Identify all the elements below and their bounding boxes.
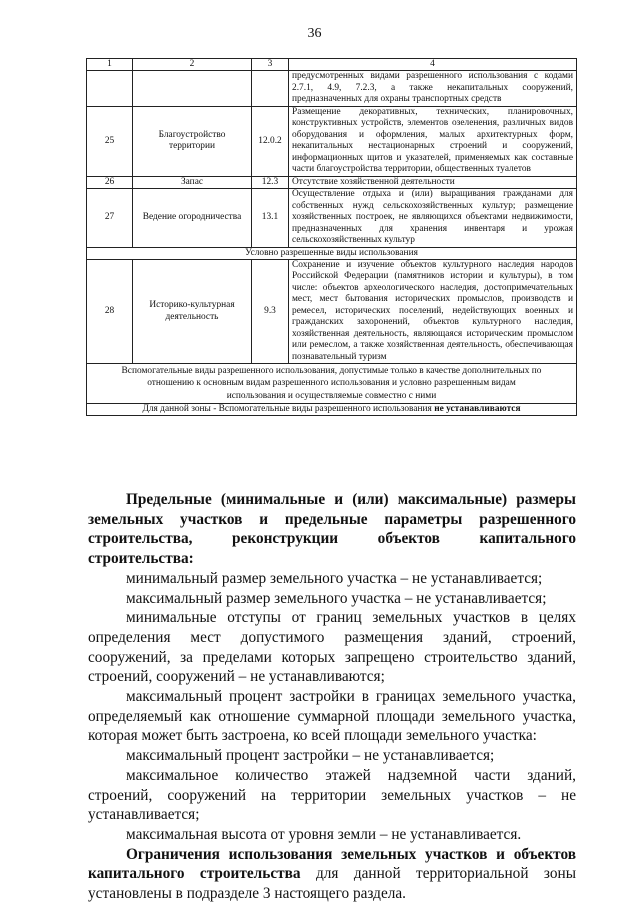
use-description: Осуществление отдыха и (или) выращивания гражданами для собственных нужд сельскохозяйственных культур; размещение хозяйственных построек, не являющихся объектами недвижимости, предназначенных для хранения инвентаря и урожая сельскохозяйственных культур <box>289 189 577 247</box>
auxiliary-section-row <box>87 364 577 404</box>
auxiliary-note-emphasis: не устанавливаются <box>434 403 521 414</box>
use-name: Историко-культурная деятельность <box>133 259 252 363</box>
column-number-1: 1 <box>87 59 133 71</box>
table-row <box>87 189 577 247</box>
auxiliary-note-text: Для данной зоны - Вспомогательные виды разрешенного использования <box>142 403 432 414</box>
column-number-2: 2 <box>133 59 252 71</box>
auxiliary-note-row <box>87 403 577 415</box>
table-column-numbers-row <box>87 59 577 71</box>
conditional-section-row <box>87 247 577 259</box>
use-code: 12.3 <box>252 176 289 188</box>
restrictions-paragraph <box>88 845 576 904</box>
body-text <box>88 490 576 904</box>
use-description: Сохранение и изучение объектов культурного наследия народов Российской Федерации (памятников истории и культуры), в том числе: объектов археологического наследия, достопримечательных мест, мест бытования исторических промыслов, производств и ремесел, исторических поселений, недействующих военных и гражданских захоронений, объектов культурного наследия, хозяйственная деятельность, являющаяся историческим промыслом или ремеслом, а также хозяйственная деятельность, обеспечивающая познавательный туризм <box>289 259 577 363</box>
use-name: Благоустройство территории <box>133 106 252 176</box>
continuation-description: предусмотренных видами разрешенного использования с кодами 2.7.1, 4.9, 7.2.3, а также некапитальных сооружений, предназначенных для охраны транспортных средств <box>289 71 577 106</box>
use-description: Размещение декоративных, технических, планировочных, конструктивных устройств, элементов озеленения, различных видов оборудования и оформления, малых архитектурных форм, некапитальных нестационарных строений и сооружений, информационных щитов и указателей, применяемых как составные части благоустройства территории, общественных туалетов <box>289 106 577 176</box>
row-number: 25 <box>87 106 133 176</box>
restrictions-emphasis: Ограничения использования земельных участков и объектов капитального строительства <box>88 845 576 883</box>
auxiliary-note <box>87 403 577 415</box>
row-number: 26 <box>87 176 133 188</box>
parameter-item: максимальный процент застройки – не устанавливается; <box>126 747 495 765</box>
use-code: 9.3 <box>252 259 289 363</box>
table-row <box>87 106 577 176</box>
use-name: Запас <box>133 176 252 188</box>
row-number: 27 <box>87 189 133 247</box>
parameter-item: максимальная высота от уровня земли – не устанавливается. <box>126 825 522 843</box>
table-row <box>87 176 577 188</box>
page-number: 36 <box>307 26 322 41</box>
use-code: 13.1 <box>252 189 289 247</box>
parameter-item: максимальный процент застройки в границах земельного участка, определяемый как отношение суммарной площади земельного участка, которая может быть застроена, ко всей площади земельного участка: <box>88 688 576 745</box>
conditional-section-header: Условно разрешенные виды использования <box>87 247 577 259</box>
restrictions-text: для данной территориальной зоны установлены в подразделе 3 настоящего раздела. <box>88 865 576 903</box>
column-number-4: 4 <box>289 59 577 71</box>
parameter-item: максимальное количество этажей надземной части зданий, строений, сооружений на территории земельных участков – не устанавливается; <box>88 766 576 824</box>
table-row <box>87 259 577 363</box>
parameter-item: максимальный размер земельного участка – не устанавливается; <box>126 589 547 607</box>
auxiliary-section-header: Вспомогательные виды разрешенного использования, допустимые только в качестве дополнительных по отношению к основным видам разрешенного использования и условно разрешенным видам использования и осуществляемые совместно с ними <box>87 364 577 404</box>
column-number-3: 3 <box>252 59 289 71</box>
table-row-continuation <box>87 71 577 106</box>
use-description: Отсутствие хозяйственной деятельности <box>289 176 577 188</box>
row-number: 28 <box>87 259 133 363</box>
parameter-item: минимальный размер земельного участка – не устанавливается; <box>126 569 543 587</box>
section-heading: Предельные (минимальные и (или) максимальные) размеры земельных участков и предельные параметры разрешенного строительства, реконструкции объектов капитального строительства: <box>88 491 576 568</box>
use-code: 12.0.2 <box>252 106 289 176</box>
use-name: Ведение огородничества <box>133 189 252 247</box>
parameter-item: минимальные отступы от границ земельных участков в целях определения мест допустимого размещения зданий, строений, сооружений, за пределами которых запрещено строительство зданий, строений, сооружений – не устанавливаются; <box>88 609 576 686</box>
land-use-table <box>86 58 577 416</box>
